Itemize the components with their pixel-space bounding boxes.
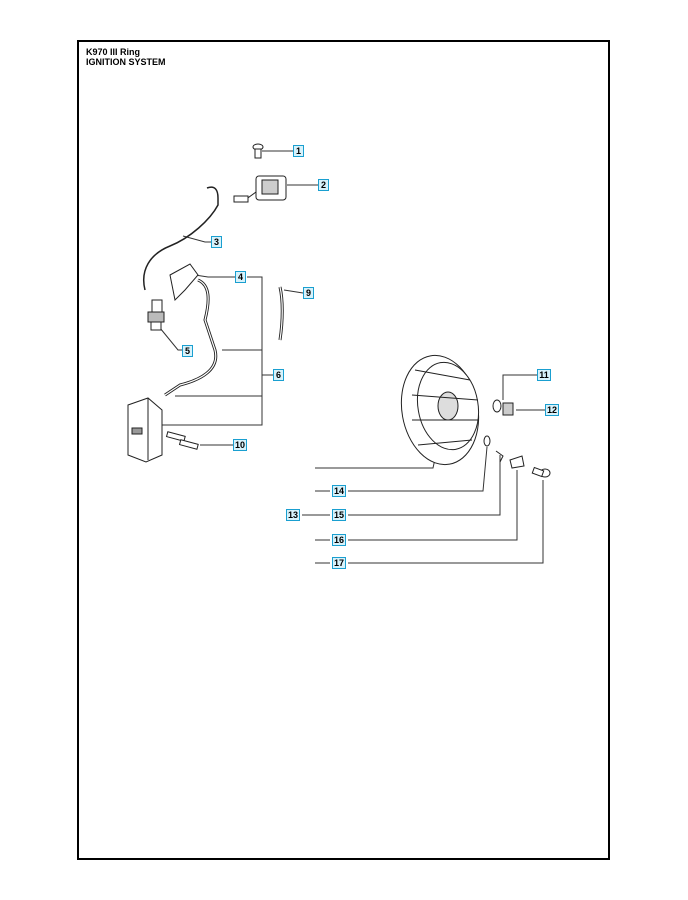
leader-15b [348, 455, 500, 515]
ignition-coil-icon [128, 398, 162, 462]
spark-plug-icon [148, 300, 164, 330]
flywheel-icon [393, 349, 487, 471]
leader-9 [284, 290, 303, 293]
leader-11 [503, 375, 537, 400]
spark-plug-cap-icon [165, 264, 216, 395]
washer-icon [493, 400, 501, 412]
nut-icon [503, 403, 513, 415]
callout-14: 14 [333, 486, 344, 496]
callout-2: 2 [318, 179, 329, 191]
washer-icon [510, 456, 524, 468]
callout-6: 6 [273, 369, 284, 381]
title-section: IGNITION SYSTEM [86, 57, 166, 67]
callout-3: 3 [211, 236, 222, 248]
screw-icon [253, 144, 263, 158]
screw-icon [167, 432, 199, 449]
leader-4 [195, 275, 235, 277]
leader-16b [348, 470, 517, 540]
callout-9: 9 [303, 287, 314, 299]
callout-13: 13 [287, 510, 298, 520]
callout-11: 11 [537, 369, 551, 381]
washer-icon [484, 436, 490, 446]
callout-5: 5 [182, 345, 193, 357]
callout-15: 15 [333, 510, 344, 520]
callout-1: 1 [293, 145, 304, 157]
leader-5 [160, 328, 182, 350]
callout-16: 16 [333, 535, 344, 545]
callout-10: 10 [234, 440, 245, 450]
title-model: K970 III Ring [86, 47, 141, 57]
callout-4: 4 [235, 271, 246, 283]
ignition-module-icon [245, 176, 286, 200]
callout-17: 17 [333, 558, 344, 568]
leader-17b [348, 480, 543, 563]
screw-icon [532, 467, 550, 477]
callout-12: 12 [546, 405, 557, 415]
